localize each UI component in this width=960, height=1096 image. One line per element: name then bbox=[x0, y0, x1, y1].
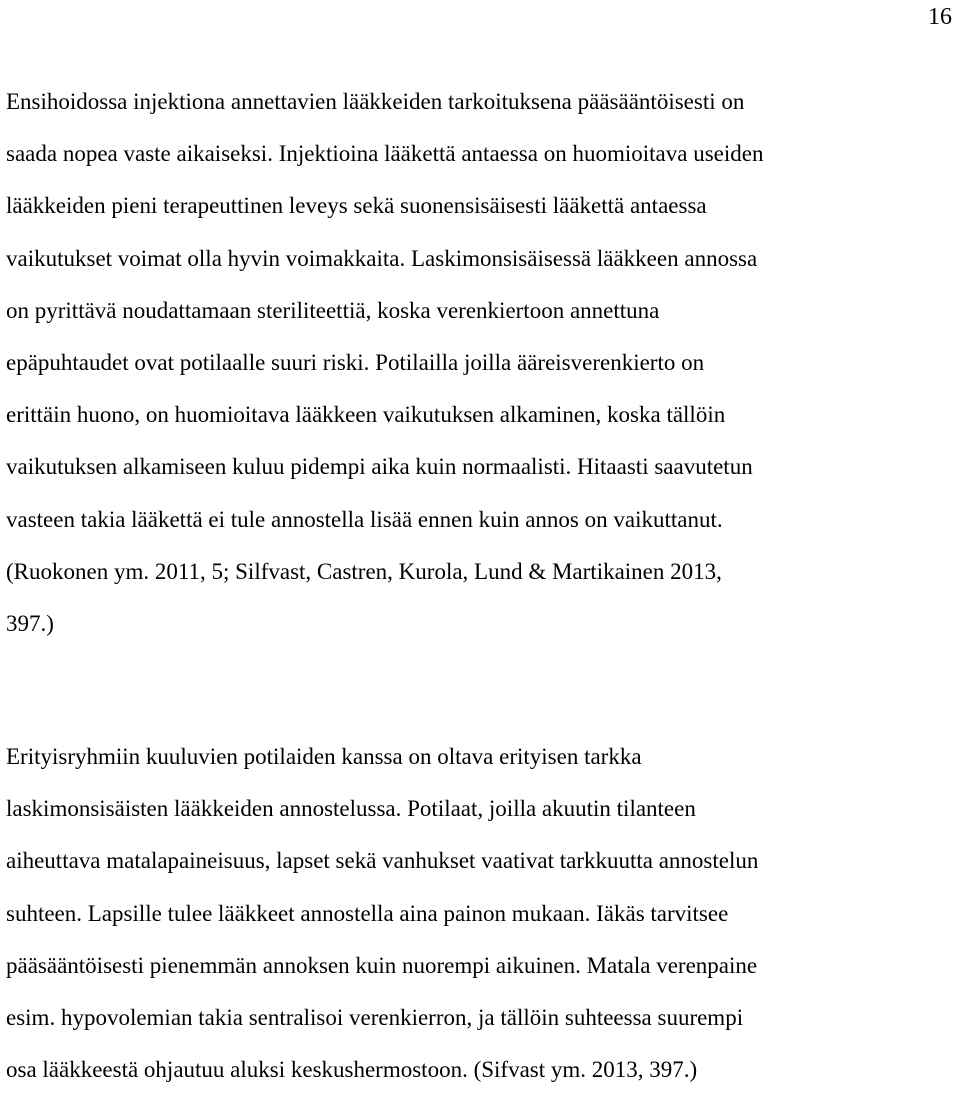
text-line: Erityisryhmiin kuuluvien potilaiden kanssa on oltava erityisen tarkka bbox=[6, 744, 642, 769]
text-line: lääkkeiden pieni terapeuttinen leveys sekä suonensisäisesti lääkettä antaessa bbox=[6, 193, 707, 219]
text-line: pääsääntöisesti pienemmän annoksen kuin nuorempi aikuinen. Matala verenpaine bbox=[6, 952, 758, 978]
text-line: osa lääkkeestä ohjautuu aluksi keskushermostoon. (Sifvast ym. 2013, 397.) bbox=[6, 1057, 698, 1083]
text-line: (Ruokonen ym. 2011, 5; Silfvast, Castren, Kurola, Lund & Martikainen 2013, bbox=[6, 558, 722, 584]
text-line: vaikutukset voimat olla hyvin voimakkaita. Laskimonsisäisessä lääkkeen annossa bbox=[6, 245, 758, 271]
text-line: laskimonsisäisten lääkkeiden annostelussa. Potilaat, joilla akuutin tilanteen bbox=[6, 796, 696, 822]
text-line: on pyrittävä noudattamaan steriliteettiä, koska verenkiertoon annettuna bbox=[6, 297, 660, 323]
text-line: saada nopea vaste aikaiseksi. Injektioina lääkettä antaessa on huomioitava useiden bbox=[6, 141, 764, 167]
body-paragraph bbox=[6, 731, 954, 1096]
page-number: 16 bbox=[928, 4, 952, 30]
text-line: erittäin huono, on huomioitava lääkkeen vaikutuksen alkaminen, koska tällöin bbox=[6, 402, 726, 428]
text-line: 397.) bbox=[6, 610, 54, 636]
text-line: esim. hypovolemian takia sentralisoi verenkierron, ja tällöin suhteessa suurempi bbox=[6, 1004, 744, 1030]
text-line: Ensihoidossa injektiona annettavien lääkkeiden tarkoituksena pääsääntöisesti on bbox=[6, 89, 745, 114]
text-line: vasteen takia lääkettä ei tule annostella lisää ennen kuin annos on vaikuttanut. bbox=[6, 506, 723, 532]
body-paragraph bbox=[6, 76, 954, 650]
text-line: suhteen. Lapsille tulee lääkkeet annostella aina painon mukaan. Iäkäs tarvitsee bbox=[6, 900, 729, 926]
text-line: aiheuttava matalapaineisuus, lapset sekä vanhukset vaativat tarkkuutta annostelun bbox=[6, 848, 759, 874]
text-line: epäpuhtaudet ovat potilaalle suuri riski. Potilailla joilla ääreisverenkierto on bbox=[6, 349, 705, 375]
text-line: vaikutuksen alkamiseen kuluu pidempi aika kuin normaalisti. Hitaasti saavutetun bbox=[6, 454, 753, 480]
